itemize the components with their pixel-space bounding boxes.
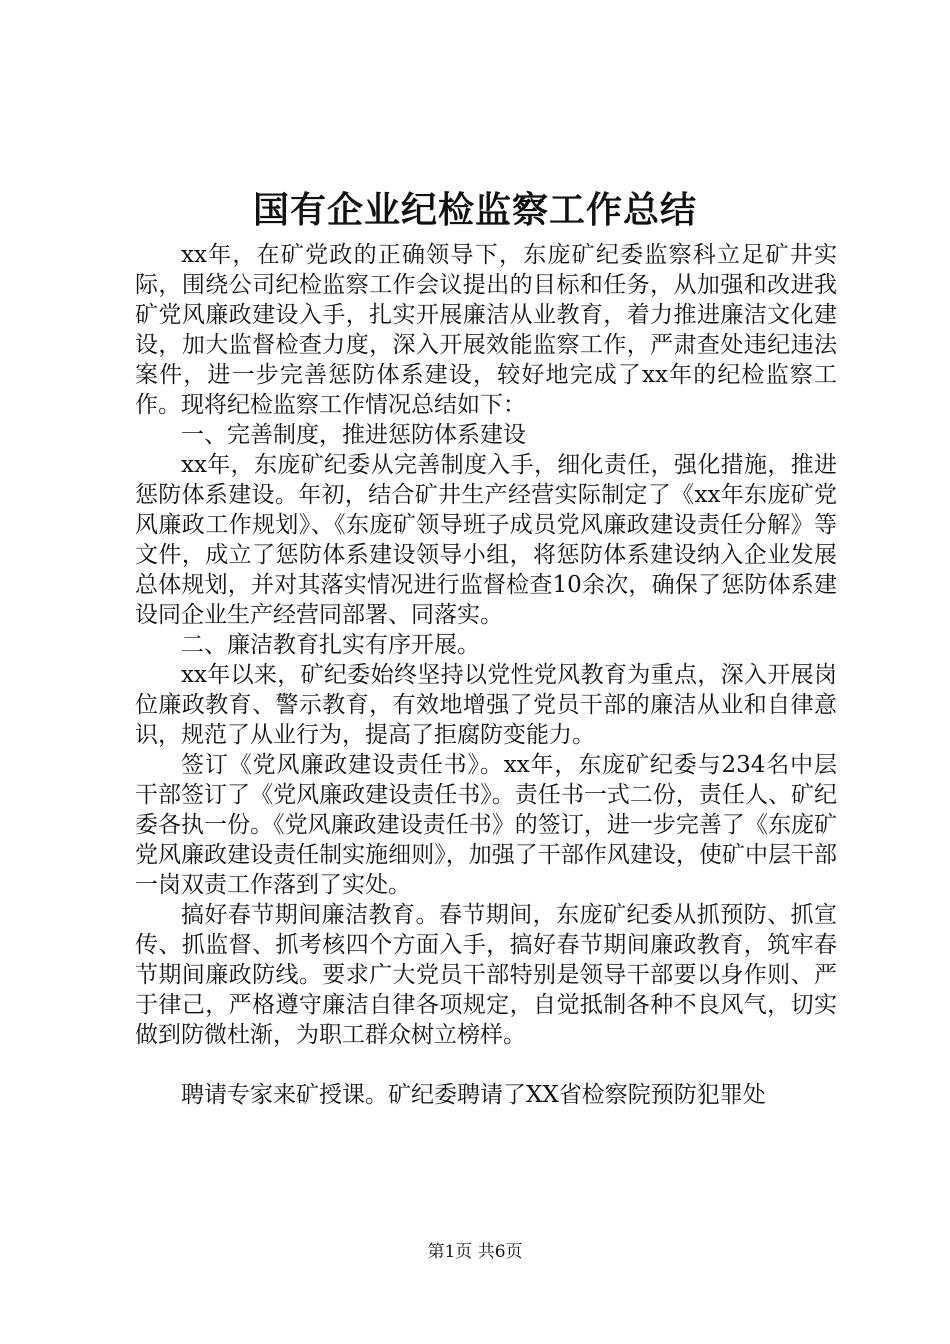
document-title: 国有企业纪检监察工作总结 (252, 189, 697, 231)
page-footer: 第1页 共6页 (427, 1242, 523, 1262)
paragraph-expert-lecture: 聘请专家来矿授课。矿纪委聘请了XX省检察院预防犯罪处 (181, 1082, 766, 1108)
section-heading-2: 二、廉洁教育扎实有序开展。 (181, 632, 480, 658)
document-body (135, 240, 837, 1110)
paragraph-intro: xx年，在矿党政的正确领导下，东庞矿纪委监察科立足矿井实际，围绕公司纪检监察工作会议提出的目标和任务，从加强和改进我矿党风廉政建设入手，扎实开展廉洁从业教育，着力推进廉洁文化建设，加大监督检查力度，深入开展效能监察工作，严肃查处违纪违法案件，进一步完善惩防体系建设，较好地完成了xx年的纪检监察工作。现将纪检监察工作情况总结如下： (135, 242, 837, 418)
paragraph-responsibility-letter: 签订《党风廉政建设责任书》。xx年，东庞矿纪委与234名中层干部签订了《党风廉政建设责任书》。责任书一式二份，责任人、矿纪委各执一份。《党风廉政建设责任书》的签订，进一步完善了《东庞矿党风廉政建设责任制实施细则》，加强了干部作风建设，使矿中层干部一岗双责工作落到了实处。 (135, 752, 837, 898)
paragraph-education-overview: xx年以来，矿纪委始终坚持以党性党风教育为重点，深入开展岗位廉政教育、警示教育，有效地增强了党员干部的廉洁从业和自律意识，规范了从业行为，提高了拒腐防变能力。 (135, 662, 837, 748)
section-heading-1: 一、完善制度，推进惩防体系建设 (181, 422, 526, 448)
paragraph-system-building: xx年，东庞矿纪委从完善制度入手，细化责任，强化措施，推进惩防体系建设。年初，结合矿井生产经营实际制定了《xx年东庞矿党风廉政工作规划》、《东庞矿领导班子成员党风廉政建设责任分解》等文件，成立了惩防体系建设领导小组，将惩防体系建设纳入企业发展总体规划，并对其落实情况进行监督检查10余次，确保了惩防体系建设同企业生产经营同部署、同落实。 (135, 452, 837, 628)
paragraph-spring-festival: 搞好春节期间廉洁教育。春节期间，东庞矿纪委从抓预防、抓宣传、抓监督、抓考核四个方面入手，搞好春节期间廉政教育，筑牢春节期间廉政防线。要求广大党员干部特别是领导干部要以身作则、严于律己，严格遵守廉洁自律各项规定，自觉抵制各种不良风气，切实做到防微杜渐，为职工群众树立榜样。 (135, 902, 837, 1048)
